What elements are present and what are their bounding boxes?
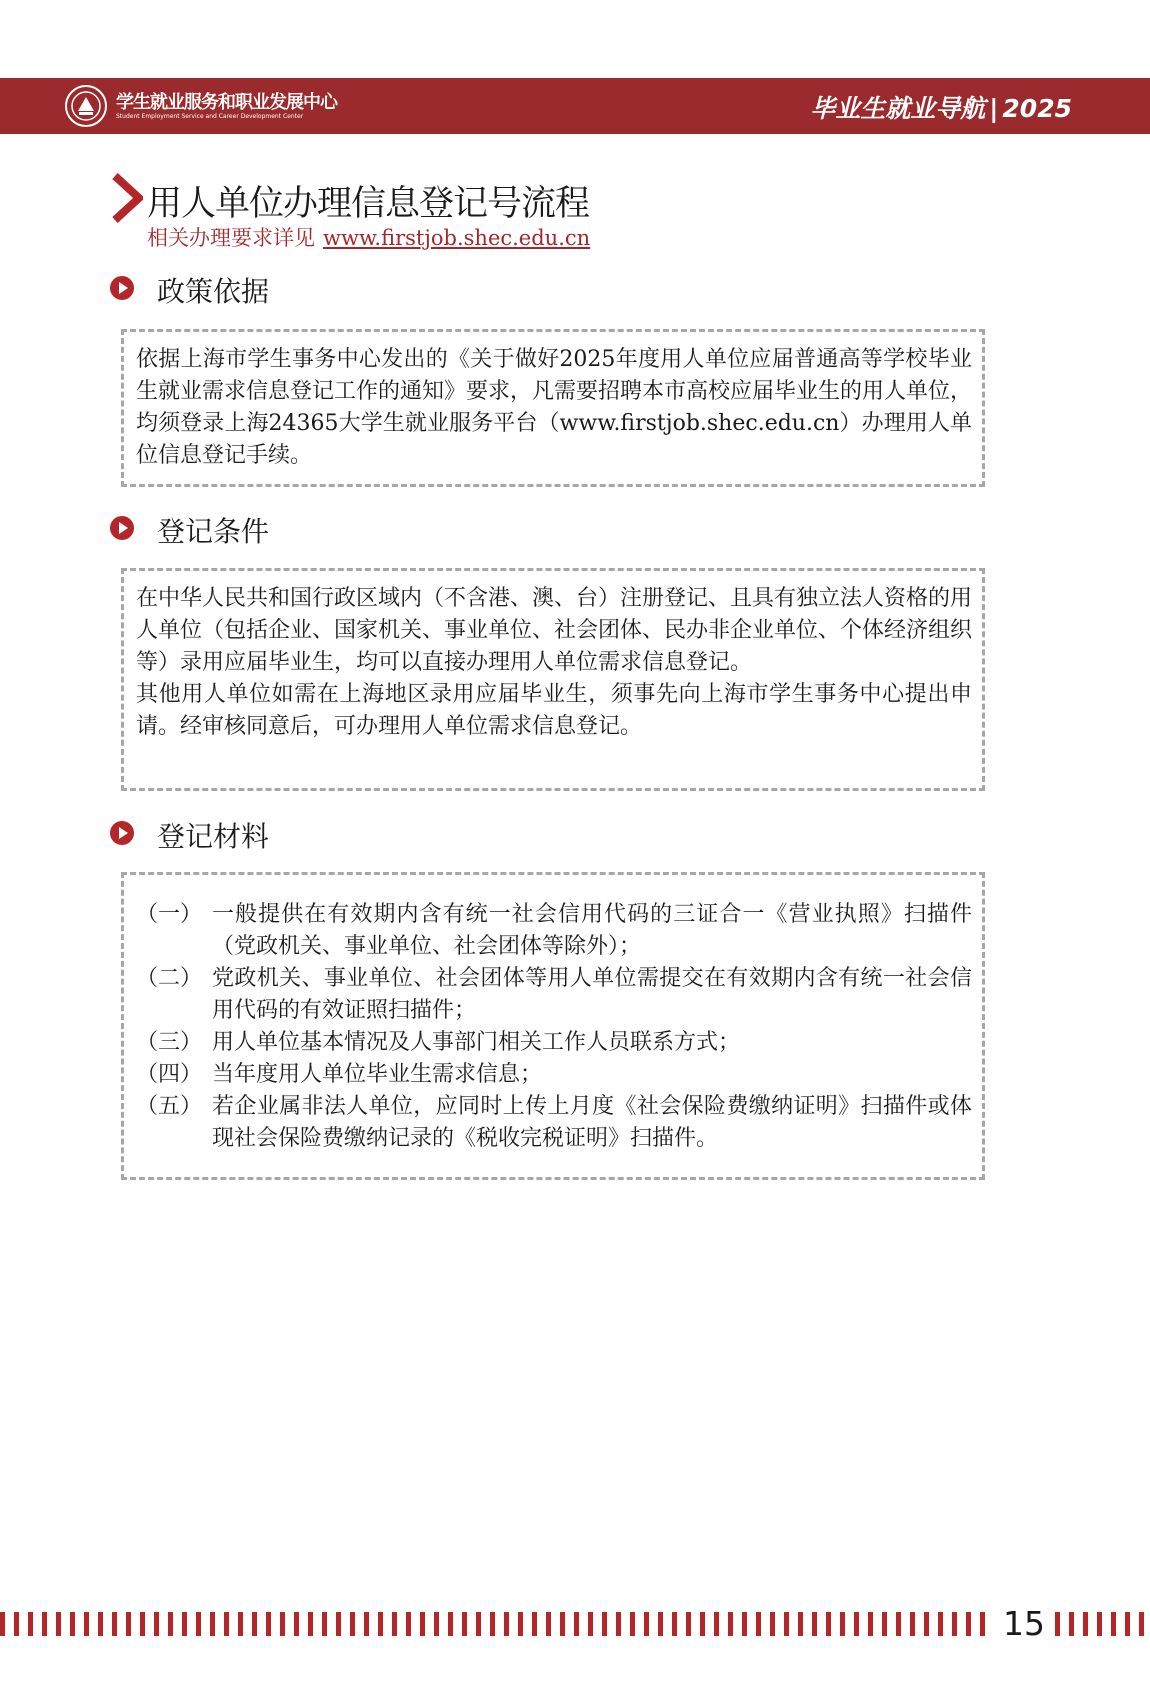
footer-tick-decoration [0, 1612, 990, 1636]
conditions-paragraph: 其他用人单位如需在上海地区录用应届毕业生，须事先向上海市学生事务中心提出申请。经审核同意后，可办理用人单位需求信息登记。 [136, 682, 972, 739]
play-circle-icon [109, 275, 135, 301]
guide-header [810, 89, 1072, 125]
list-item [136, 1091, 972, 1155]
item-number: （二） [136, 966, 203, 991]
section-title: 登记条件 [157, 515, 270, 548]
guide-year: 2025 [1002, 94, 1072, 123]
subtitle-prefix: 相关办理要求详见 [147, 226, 315, 250]
item-number: （一） [136, 902, 203, 927]
item-text: 当年度用人单位毕业生需求信息； [212, 1062, 543, 1087]
page-title: 用人单位办理信息登记号流程 [147, 184, 590, 224]
materials-box [121, 872, 985, 1180]
play-circle-icon [109, 515, 135, 541]
item-text: 党政机关、事业单位、社会团体等用人单位需提交在有效期内含有统一社会信用代码的有效证照扫描件； [212, 966, 972, 1023]
conditions-paragraph: 在中华人民共和国行政区域内（不含港、澳、台）注册登记、且具有独立法人资格的用人单位（包括企业、国家机关、事业单位、社会团体、民办非企业单位、个体经济组织等）录用应届毕业生，均可以直接办理用人单位需求信息登记。 [136, 586, 973, 675]
section-title: 登记材料 [157, 820, 270, 853]
item-text: 一般提供在有效期内含有统一社会信用代码的三证合一《营业执照》扫描件（党政机关、事业单位、社会团体等除外）； [212, 902, 972, 959]
conditions-box [121, 568, 985, 791]
policy-text: 依据上海市学生事务中心发出的《关于做好2025年度用人单位应届普通高等学校毕业生就业需求信息登记工作的通知》要求，凡需要招聘本市高校应届毕业生的用人单位，均须登录上海24365大学生就业服务平台（www.firstjob.shec.edu.cn）办理用人单位信息登记手续。 [136, 347, 973, 468]
item-number: （三） [136, 1030, 203, 1055]
item-number: （四） [136, 1062, 203, 1087]
list-item [136, 1027, 972, 1059]
header-separator: | [989, 94, 999, 123]
chevron-right-icon [111, 173, 143, 223]
website-link[interactable]: www.firstjob.shec.edu.cn [323, 226, 591, 250]
section-title: 政策依据 [157, 275, 270, 308]
list-item [136, 899, 972, 963]
university-seal-icon [64, 84, 108, 128]
page-number: 15 [1003, 1604, 1045, 1643]
footer-tick-decoration [1055, 1612, 1150, 1636]
guide-title: 毕业生就业导航 [810, 94, 986, 123]
item-text: 若企业属非法人单位，应同时上传上月度《社会保险费缴纳证明》扫描件或体现社会保险费缴纳记录的《税收完税证明》扫描件。 [212, 1094, 972, 1151]
play-circle-icon [109, 820, 135, 846]
policy-box [121, 329, 985, 487]
org-name-cn: 学生就业服务和职业发展中心 [116, 92, 337, 113]
org-name-en: Student Employment Service and Career Development Center [116, 113, 304, 120]
item-number: （五） [136, 1094, 203, 1119]
list-item [136, 1059, 972, 1091]
subtitle [147, 222, 590, 252]
list-item [136, 963, 972, 1027]
item-text: 用人单位基本情况及人事部门相关工作人员联系方式； [212, 1030, 741, 1055]
